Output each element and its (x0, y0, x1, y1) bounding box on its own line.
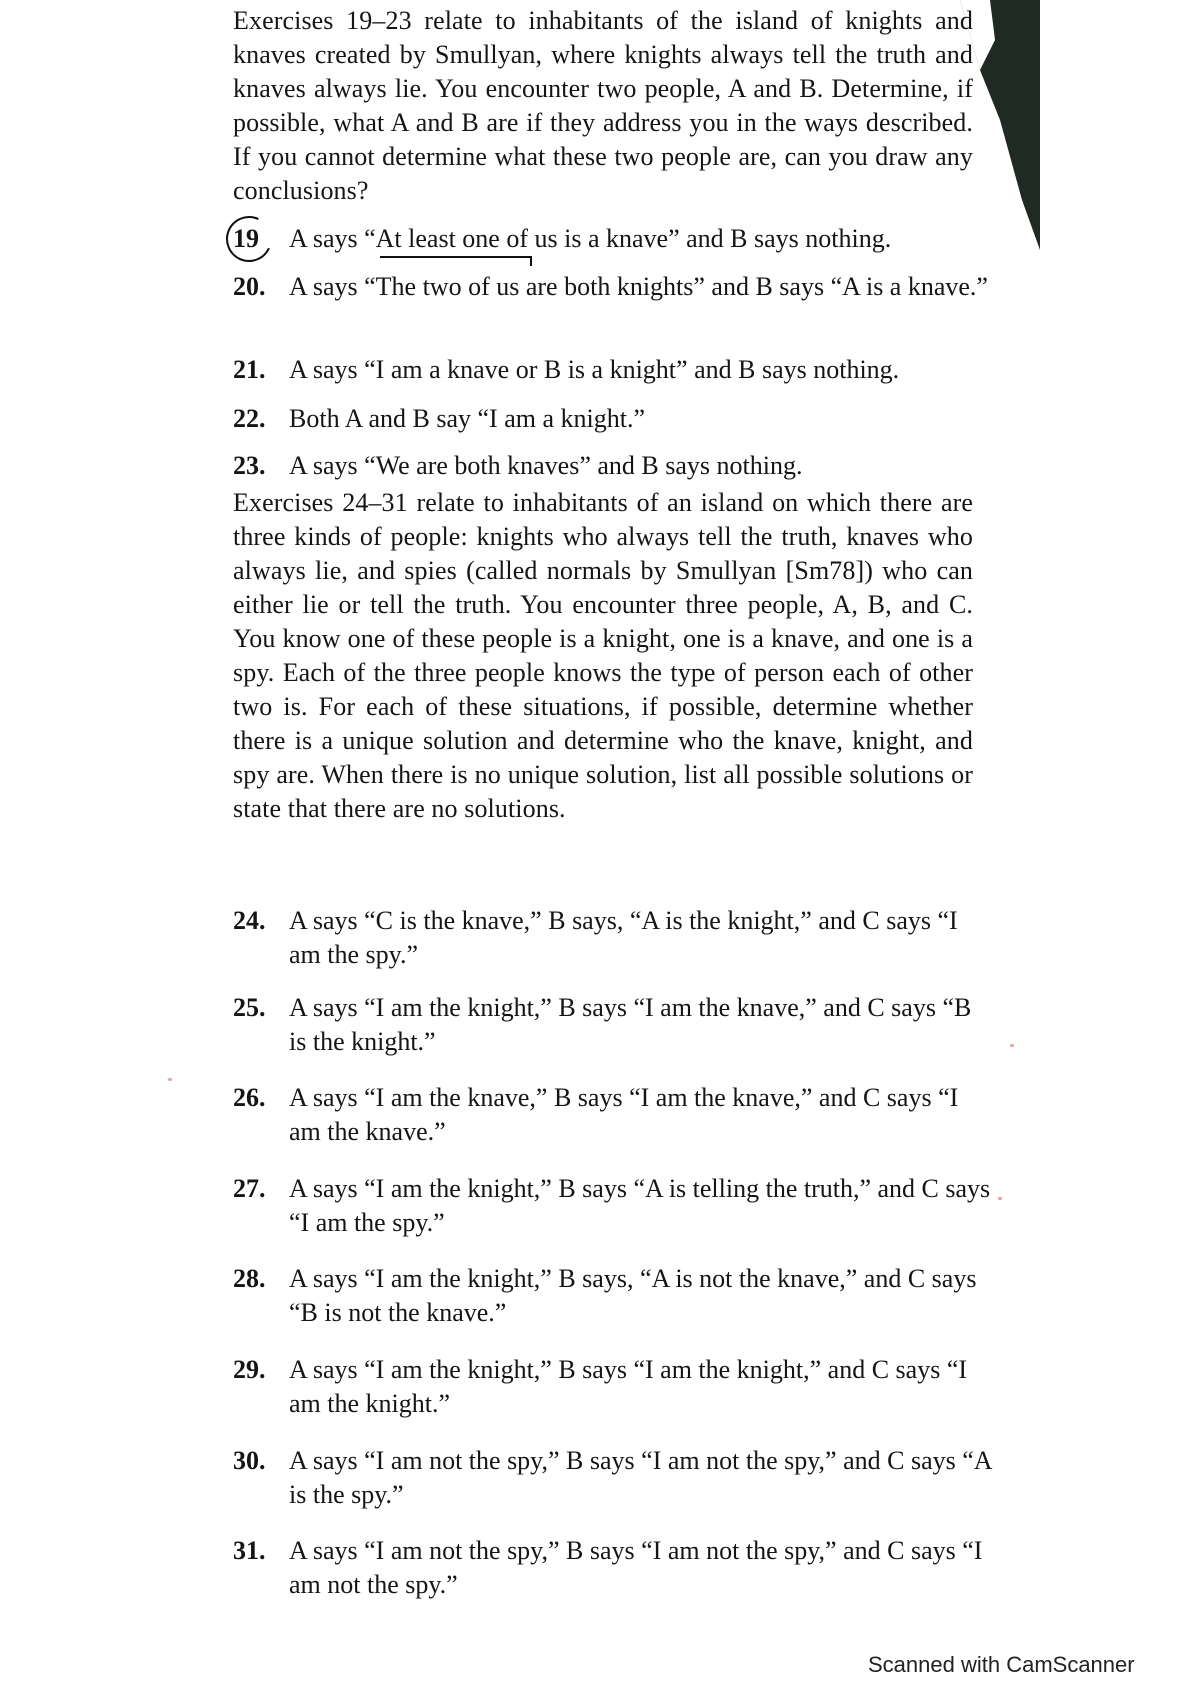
exercise-number: 28. (233, 1264, 266, 1293)
exercise-number: 20. (233, 272, 266, 301)
exercise-26 (233, 1081, 993, 1149)
exercise-number: 31. (233, 1536, 266, 1565)
exercise-text: A says “I am a knave or B is a knight” and B says nothing. (289, 355, 900, 384)
exercise-text: A says “I am the knight,” B says, “A is not the knave,” and C says “B is not the knave.” (289, 1264, 977, 1327)
exercise-text: A says “I am not the spy,” B says “I am not the spy,” and C says “I am not the spy.” (289, 1536, 983, 1599)
intro-exercises-19-23: Exercises 19–23 relate to inhabitants of the island of knights and knaves created by Smullyan, where knights always tell the truth and knaves always lie. You encounter two people, A and B. Determine, if possible, what A and B are if they address you in the ways described. If you cannot determine what these two people are, can you draw any conclusions? (233, 6, 973, 205)
exercise-number: 27. (233, 1174, 266, 1203)
exercise-27 (233, 1172, 993, 1240)
scanner-watermark: Scanned with CamScanner (868, 1652, 1135, 1677)
exercise-number: 22. (233, 404, 266, 433)
exercise-29 (233, 1353, 993, 1421)
exercise-30 (233, 1444, 993, 1512)
exercise-number: 19 (233, 224, 259, 253)
exercise-number: 26. (233, 1083, 266, 1112)
exercise-20 (233, 270, 993, 304)
exercise-number: 24. (233, 906, 266, 935)
exercise-25 (233, 991, 993, 1059)
exercise-number: 25. (233, 993, 266, 1022)
exercise-text: A says “I am the knight,” B says “A is telling the truth,” and C says “I am the spy.” (289, 1174, 991, 1237)
exercise-23 (233, 449, 993, 483)
scan-speck (1010, 1044, 1014, 1047)
intro-exercises-24-31: Exercises 24–31 relate to inhabitants of an island on which there are three kinds of people: knights who always tell the truth, knaves who always lie, and spies (called normals by Smullyan [Sm78]) who can either lie or tell the truth. You encounter three people, A, B, and C. You know one of these people is a knight, one is a knave, and one is a spy. Each of the three people knows the type of person each of other two is. For each of these situations, if possible, determine whether there is a unique solution and determine who the knave, knight, and spy are. When there is no unique solution, list all possible solutions or state that there are no solutions. (233, 488, 973, 823)
exercise-31 (233, 1534, 993, 1602)
exercise-number: 21. (233, 355, 266, 384)
exercise-text: A says “I am the knight,” B says “I am the knight,” and C says “I am the knight.” (289, 1355, 968, 1418)
handwritten-underline-mark (380, 256, 532, 266)
exercise-text: A says “We are both knaves” and B says nothing. (289, 451, 803, 480)
exercise-text: A says “I am not the spy,” B says “I am not the spy,” and C says “A is the spy.” (289, 1446, 992, 1509)
exercise-text: A says “I am the knave,” B says “I am the knave,” and C says “I am the knave.” (289, 1083, 959, 1146)
exercise-number: 30. (233, 1446, 266, 1475)
exercise-text: A says “C is the knave,” B says, “A is the knight,” and C says “I am the spy.” (289, 906, 958, 969)
scan-speck (998, 1197, 1002, 1200)
exercise-24 (233, 904, 993, 972)
exercise-28 (233, 1262, 993, 1330)
exercise-21 (233, 353, 993, 387)
exercise-text: A says “The two of us are both knights” and B says “A is a knave.” (289, 272, 988, 301)
exercise-number: 23. (233, 451, 266, 480)
exercise-19 (233, 222, 993, 256)
exercise-text: Both A and B say “I am a knight.” (289, 404, 646, 433)
exercise-text: A says “I am the knight,” B says “I am the knave,” and C says “B is the knight.” (289, 993, 972, 1056)
exercise-22 (233, 402, 993, 436)
exercise-text: A says “At least one of us is a knave” and B says nothing. (289, 224, 892, 253)
scan-speck (168, 1078, 172, 1081)
exercise-number: 29. (233, 1355, 266, 1384)
